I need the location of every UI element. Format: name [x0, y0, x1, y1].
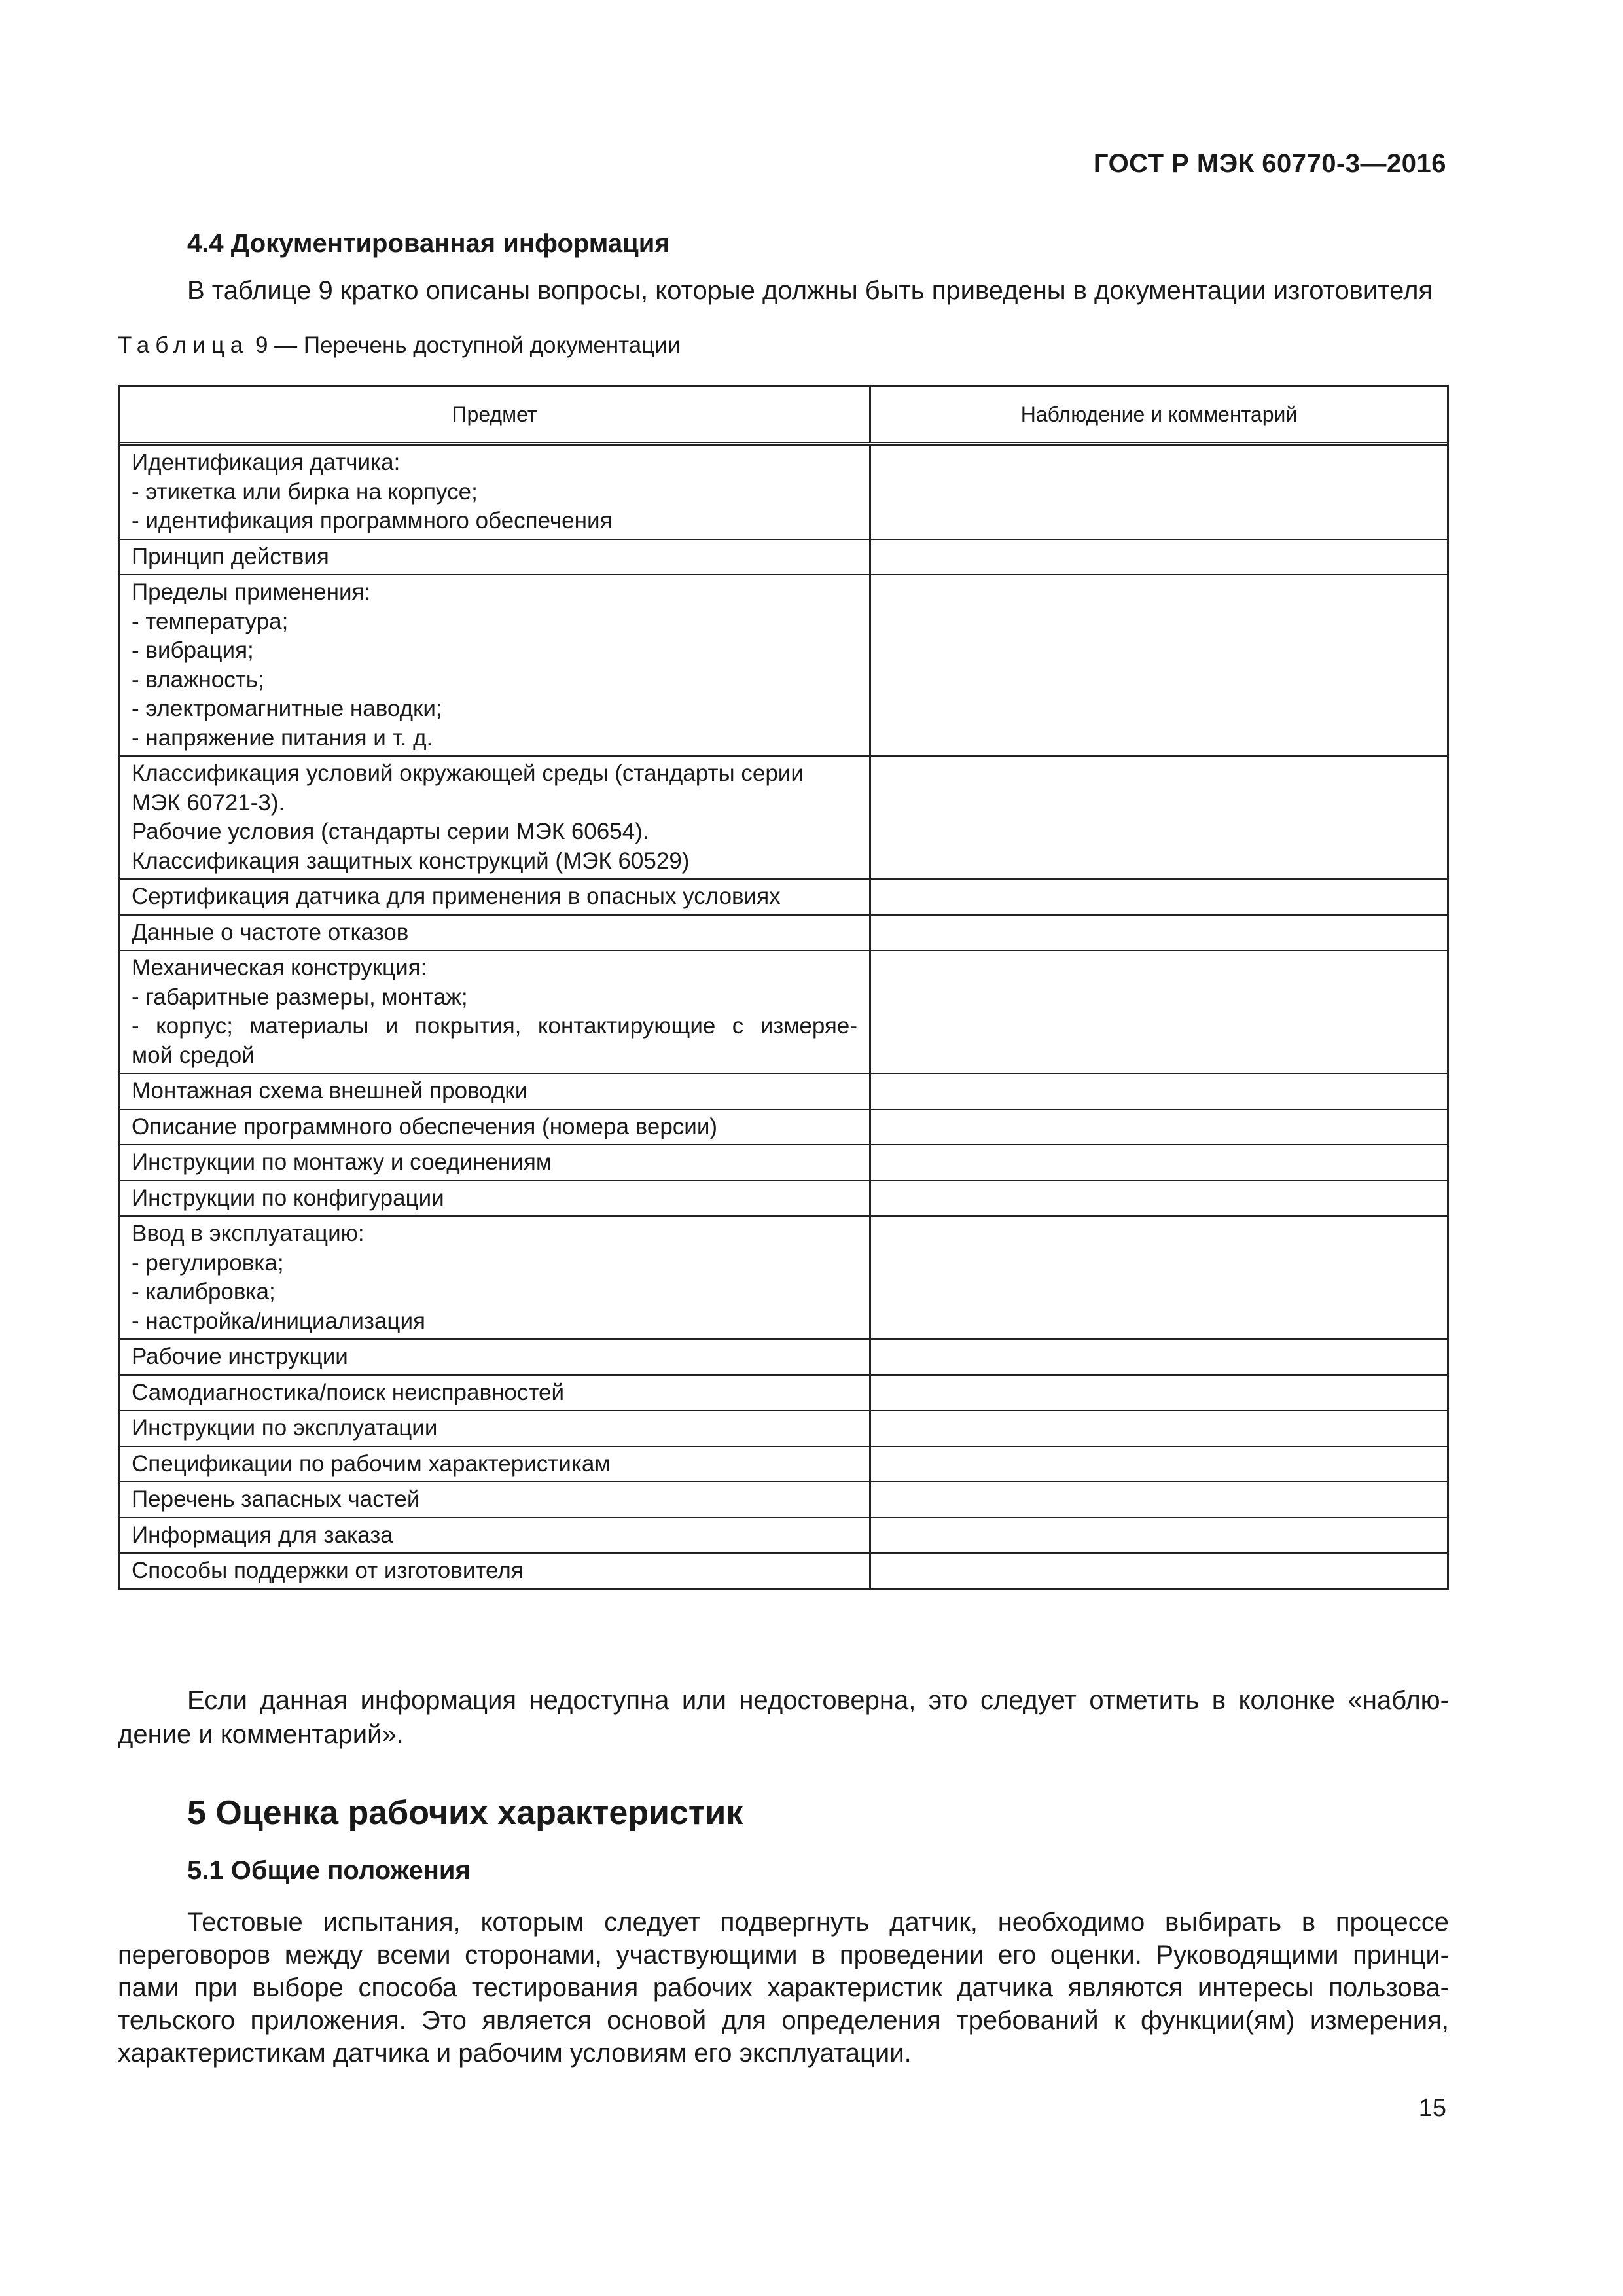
subject-cell: [120, 575, 871, 755]
subject-text-line: МЭК 60721-3).: [132, 789, 285, 816]
subject-cell: [120, 951, 871, 1073]
subject-cell: [120, 1554, 871, 1588]
subject-text-line: Монтажная схема внешней проводки: [132, 1078, 528, 1103]
paragraph-line: характеристикам датчика и рабочим условиям его эксплуатации.: [118, 2039, 912, 2068]
column-header-subject: Предмет: [120, 387, 871, 442]
page-number: 15: [1418, 2094, 1446, 2122]
subject-cell: [120, 1217, 871, 1338]
table-row: [120, 1340, 1447, 1376]
section-5-heading: 5 Оценка рабочих характеристик: [187, 1794, 743, 1832]
table-row: [120, 1447, 1447, 1483]
note-line-2: дение и комментарий».: [118, 1720, 404, 1749]
comment-cell: [871, 951, 1447, 1073]
table-row: [120, 540, 1447, 576]
comment-cell: [871, 916, 1447, 950]
table-caption: [118, 332, 680, 359]
subject-text-line: Самодиагностика/поиск неисправностей: [132, 1379, 565, 1405]
comment-cell: [871, 1217, 1447, 1338]
subject-cell: [120, 1376, 871, 1410]
subject-text-line: - калибровка;: [132, 1279, 276, 1304]
table-body: [120, 446, 1447, 1588]
subject-text-line: Инструкции по монтажу и соединениям: [132, 1149, 552, 1175]
subject-text-line: Сертификация датчика для применения в опасных условиях: [132, 884, 781, 909]
table-row: [120, 1074, 1447, 1110]
subject-text-line: - настройка/инициализация: [132, 1308, 425, 1334]
subject-cell: [120, 1340, 871, 1374]
subject-cell: [120, 540, 871, 575]
comment-cell: [871, 1145, 1447, 1180]
table-row: [120, 1145, 1447, 1181]
subject-cell: [120, 1411, 871, 1446]
subject-cell: [120, 446, 871, 539]
table-row: [120, 1482, 1447, 1518]
subject-cell: [120, 1110, 871, 1145]
subject-text-line: Принцип действия: [132, 543, 329, 569]
comment-cell: [871, 1482, 1447, 1517]
table-caption-prefix: Таблица: [118, 332, 249, 358]
subject-text-line: Способы поддержки от изготовителя: [132, 1558, 524, 1583]
subject-text-line: - корпус; материалы и покрытия, контактирующие с измеряе-: [132, 1013, 857, 1039]
section-5-1-heading: 5.1 Общие положения: [187, 1856, 471, 1885]
subject-text-line: мой средой: [132, 1042, 255, 1068]
comment-cell: [871, 446, 1447, 539]
column-header-comment: Наблюдение и комментарий: [1020, 402, 1298, 426]
table-caption-text: 9 — Перечень доступной документации: [255, 332, 681, 358]
subject-text-line: - регулировка;: [132, 1249, 284, 1276]
comment-cell: [871, 1411, 1447, 1446]
table-row: [120, 1411, 1447, 1447]
comment-cell: [871, 1181, 1447, 1216]
paragraph-line: пами при выборе способа тестирования рабочих характеристик датчика являются интересы пользова-: [118, 1973, 1449, 2002]
table-row: [120, 1217, 1447, 1340]
subject-text-line: Данные о частоте отказов: [132, 919, 409, 945]
subject-text-line: - вибрация;: [132, 637, 254, 663]
comment-cell: [871, 1554, 1447, 1588]
table-row: [120, 1554, 1447, 1588]
subject-text-line: - идентификация программного обеспечения: [132, 508, 613, 533]
subject-cell: [120, 1074, 871, 1109]
subject-text-line: - напряжение питания и т. д.: [132, 725, 433, 751]
subject-text-line: Информация для заказа: [132, 1522, 393, 1548]
table-row: [120, 916, 1447, 952]
subject-text-line: Перечень запасных частей: [132, 1486, 420, 1512]
subject-text-line: Ввод в эксплуатацию:: [132, 1221, 365, 1246]
table-row: [120, 446, 1447, 540]
subject-text-line: Рабочие условия (стандарты серии МЭК 60654).: [132, 819, 649, 844]
table-row: [120, 1110, 1447, 1146]
subject-text-line: Идентификация датчика:: [132, 450, 401, 475]
subject-text-line: - температура;: [132, 608, 289, 634]
paragraph-line: Тестовые испытания, которым следует подвергнуть датчик, необходимо выбирать в процессе: [187, 1908, 1449, 1937]
subject-text-line: Инструкции по конфигурации: [132, 1185, 444, 1211]
subject-text-line: Пределы применения:: [132, 579, 371, 605]
comment-cell: [871, 1340, 1447, 1374]
section-4-4-heading: 4.4 Документированная информация: [187, 229, 670, 258]
table-note-paragraph: [118, 1683, 1449, 1751]
section-5-1-paragraph: [118, 1906, 1449, 2070]
paragraph-line: переговоров между всеми сторонами, участвующими в проведении его оценки. Руководящими принци-: [118, 1941, 1449, 1969]
note-line-1: Если данная информация недоступна или недостоверна, это следует отметить в колонке «наблю-: [187, 1686, 1449, 1715]
subject-text-line: Описание программного обеспечения (номера версии): [132, 1113, 718, 1139]
subject-text-line: - габаритные размеры, монтаж;: [132, 984, 468, 1010]
subject-cell: [120, 1145, 871, 1180]
table-row: [120, 575, 1447, 757]
table-row: [120, 1181, 1447, 1217]
table-row: [120, 1518, 1447, 1554]
table-header-row: [120, 387, 1447, 446]
table-row: [120, 757, 1447, 880]
table-row: [120, 880, 1447, 916]
comment-cell: [871, 575, 1447, 755]
subject-cell: [120, 1181, 871, 1216]
section-4-4-intro: В таблице 9 кратко описаны вопросы, которые должны быть приведены в документации изготовителя: [187, 276, 1433, 305]
subject-text-line: Рабочие инструкции: [132, 1344, 348, 1369]
subject-cell: [120, 757, 871, 878]
subject-cell: [120, 916, 871, 950]
table-row: [120, 951, 1447, 1074]
subject-cell: [120, 1518, 871, 1553]
documentation-table: [118, 385, 1449, 1590]
subject-text-line: - этикетка или бирка на корпусе;: [132, 478, 478, 505]
subject-cell: [120, 880, 871, 914]
comment-cell: [871, 757, 1447, 878]
comment-cell: [871, 1376, 1447, 1410]
paragraph-line: тельского приложения. Это является основой для определения требований к функции(ям) измерения,: [118, 2006, 1449, 2035]
comment-cell: [871, 880, 1447, 914]
subject-text-line: - влажность;: [132, 666, 264, 692]
subject-text-line: Инструкции по эксплуатации: [132, 1415, 438, 1441]
document-code: ГОСТ Р МЭК 60770-3—2016: [1093, 149, 1446, 178]
table-row: [120, 1376, 1447, 1412]
comment-cell: [871, 1447, 1447, 1482]
comment-cell: [871, 540, 1447, 575]
comment-cell: [871, 1518, 1447, 1553]
comment-cell: [871, 1110, 1447, 1145]
subject-cell: [120, 1482, 871, 1517]
subject-text-line: Классификация защитных конструкций (МЭК 60529): [132, 848, 690, 874]
subject-text-line: - электромагнитные наводки;: [132, 696, 442, 721]
subject-cell: [120, 1447, 871, 1482]
subject-text-line: Классификация условий окружающей среды (стандарты серии: [132, 761, 804, 786]
comment-cell: [871, 1074, 1447, 1109]
subject-text-line: Спецификации по рабочим характеристикам: [132, 1450, 611, 1477]
subject-text-line: Механическая конструкция:: [132, 955, 427, 980]
